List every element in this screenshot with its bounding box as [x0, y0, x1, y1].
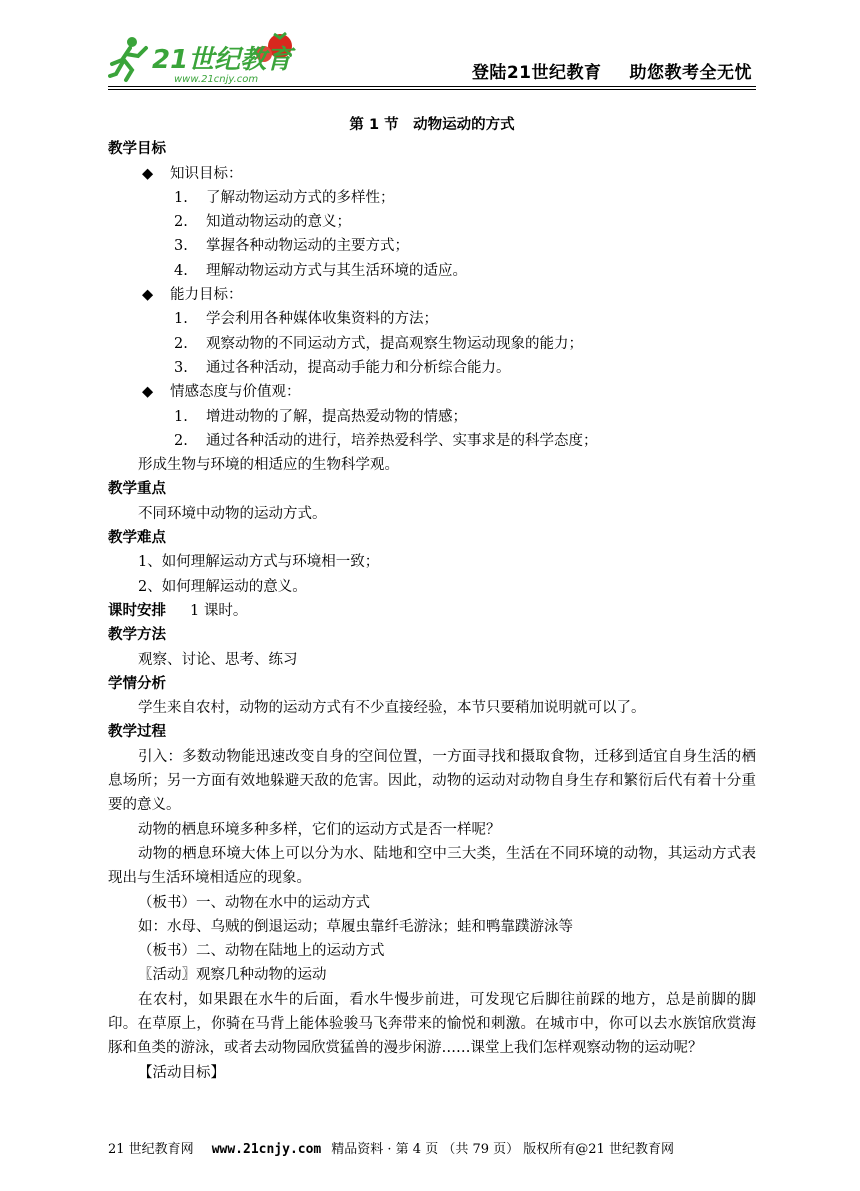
list-item: 2. 知道动物运动的意义；: [174, 214, 351, 231]
schedule-row: [108, 599, 756, 623]
footer-url[interactable]: www.21cnjy.com: [211, 1142, 322, 1157]
diamond-bullet-icon: ◆: [142, 287, 154, 304]
list-item: 3. 掌握各种动物运动的主要方式；: [174, 238, 409, 255]
paragraph: （板书）二、动物在陆地上的运动方式: [138, 943, 385, 960]
schedule-value: 1 课时。: [190, 602, 248, 619]
document-body: [108, 113, 756, 1085]
svg-text:21世纪教育: 21世纪教育: [152, 45, 293, 75]
svg-text:www.21cnjy.com: www.21cnjy.com: [174, 74, 259, 85]
site-logo: [108, 30, 308, 86]
list-item: 1. 了解动物运动方式的多样性；: [174, 189, 395, 206]
diamond-bullet-icon: ◆: [142, 384, 154, 401]
list-item: 2. 观察动物的不同运动方式，提高观察生物运动现象的能力；: [174, 335, 583, 352]
method-text: 观察、讨论、思考、练习: [138, 651, 298, 668]
running-figure-icon: [110, 37, 146, 80]
bullet-knowledge: ◆ 知识目标：: [108, 162, 756, 186]
paragraph: 动物的栖息环境多种多样，它们的运动方式是否一样呢？: [138, 821, 501, 838]
section-heading-difficulty: 教学难点: [108, 530, 166, 547]
section-heading-method: 教学方法: [108, 627, 166, 644]
bullet-emotion: ◆ 情感态度与价值观：: [108, 380, 756, 404]
slogan-login: 登陆21世纪教育: [471, 63, 602, 83]
list-item: 2. 通过各种活动的进行，培养热爱科学、实事求是的科学态度；: [174, 432, 598, 449]
paragraph: 【活动目标】: [138, 1064, 225, 1081]
paragraph: 动物的栖息环境大体上可以分为水、陆地和空中三大类，生活在不同环境的动物，其运动方式表现出与生活环境相适应的现象。: [108, 845, 756, 887]
list-item: 1、如何理解运动方式与环境相一致；: [138, 554, 380, 571]
paragraph: 在农村，如果跟在水牛的后面，看水牛慢步前进，可发现它后脚往前踩的地方，总是前脚的脚印。在草原上，你骑在马背上能体验骏马飞奔带来的愉悦和刺激。在城市中，你可以去水族馆欣赏海豚和鱼类的游泳，或者去动物园欣赏猛兽的漫步闲游……课堂上我们怎样观察动物的运动呢？: [108, 991, 756, 1057]
list-item: 1. 学会利用各种媒体收集资料的方法；: [174, 311, 438, 328]
page-footer: [108, 1138, 756, 1157]
list-item: 1. 增进动物的了解，提高热爱动物的情感；: [174, 408, 467, 425]
key-point-text: 不同环境中动物的运动方式。: [138, 505, 327, 522]
list-item: 4. 理解动物运动方式与其生活环境的适应。: [174, 262, 467, 279]
footer-site: 21 世纪教育网: [108, 1142, 194, 1157]
analysis-text: 学生来自农村，动物的运动方式有不少直接经验，本节只要稍加说明就可以了。: [138, 700, 646, 717]
list-item: 2、如何理解运动的意义。: [138, 578, 307, 595]
section-heading-process: 教学过程: [108, 724, 166, 741]
paragraph: 如：水母、乌贼的倒退运动；草履虫靠纤毛游泳；蛙和鸭靠蹼游泳等: [138, 918, 573, 935]
paragraph: 引入：多数动物能迅速改变自身的空间位置，一方面寻找和摄取食物，迁移到适宜自身生活的栖息场所；另一方面有效地躲避天敌的危害。因此，动物的运动对动物自身生存和繁衍后代有着十分重要的意义。: [108, 748, 756, 814]
diamond-bullet-icon: ◆: [142, 165, 154, 182]
header-slogan: [472, 58, 752, 83]
paragraph: 〖活动〗观察几种动物的运动: [138, 967, 327, 984]
paragraph: （板书）一、动物在水中的运动方式: [138, 894, 370, 911]
section-heading-goals: 教学目标: [108, 141, 166, 158]
footer-page-info: 精品资料 · 第 4 页 （共 79 页） 版权所有@21 世纪教育网: [331, 1142, 674, 1157]
slogan-motto: 助您教考全无忧: [629, 63, 752, 83]
list-item: 3. 通过各种活动，提高动手能力和分析综合能力。: [174, 359, 511, 376]
section-heading-key-point: 教学重点: [108, 481, 166, 498]
section-heading-schedule: 课时安排: [108, 602, 166, 619]
header-divider: [108, 86, 756, 90]
page-header: [108, 30, 756, 86]
section-heading-analysis: 学情分析: [108, 675, 166, 692]
bullet-ability: ◆ 能力目标：: [108, 283, 756, 307]
page-title: 第 1 节 动物运动的方式: [349, 117, 515, 133]
goals-closing: 形成生物与环境的相适应的生物科学观。: [138, 457, 399, 474]
